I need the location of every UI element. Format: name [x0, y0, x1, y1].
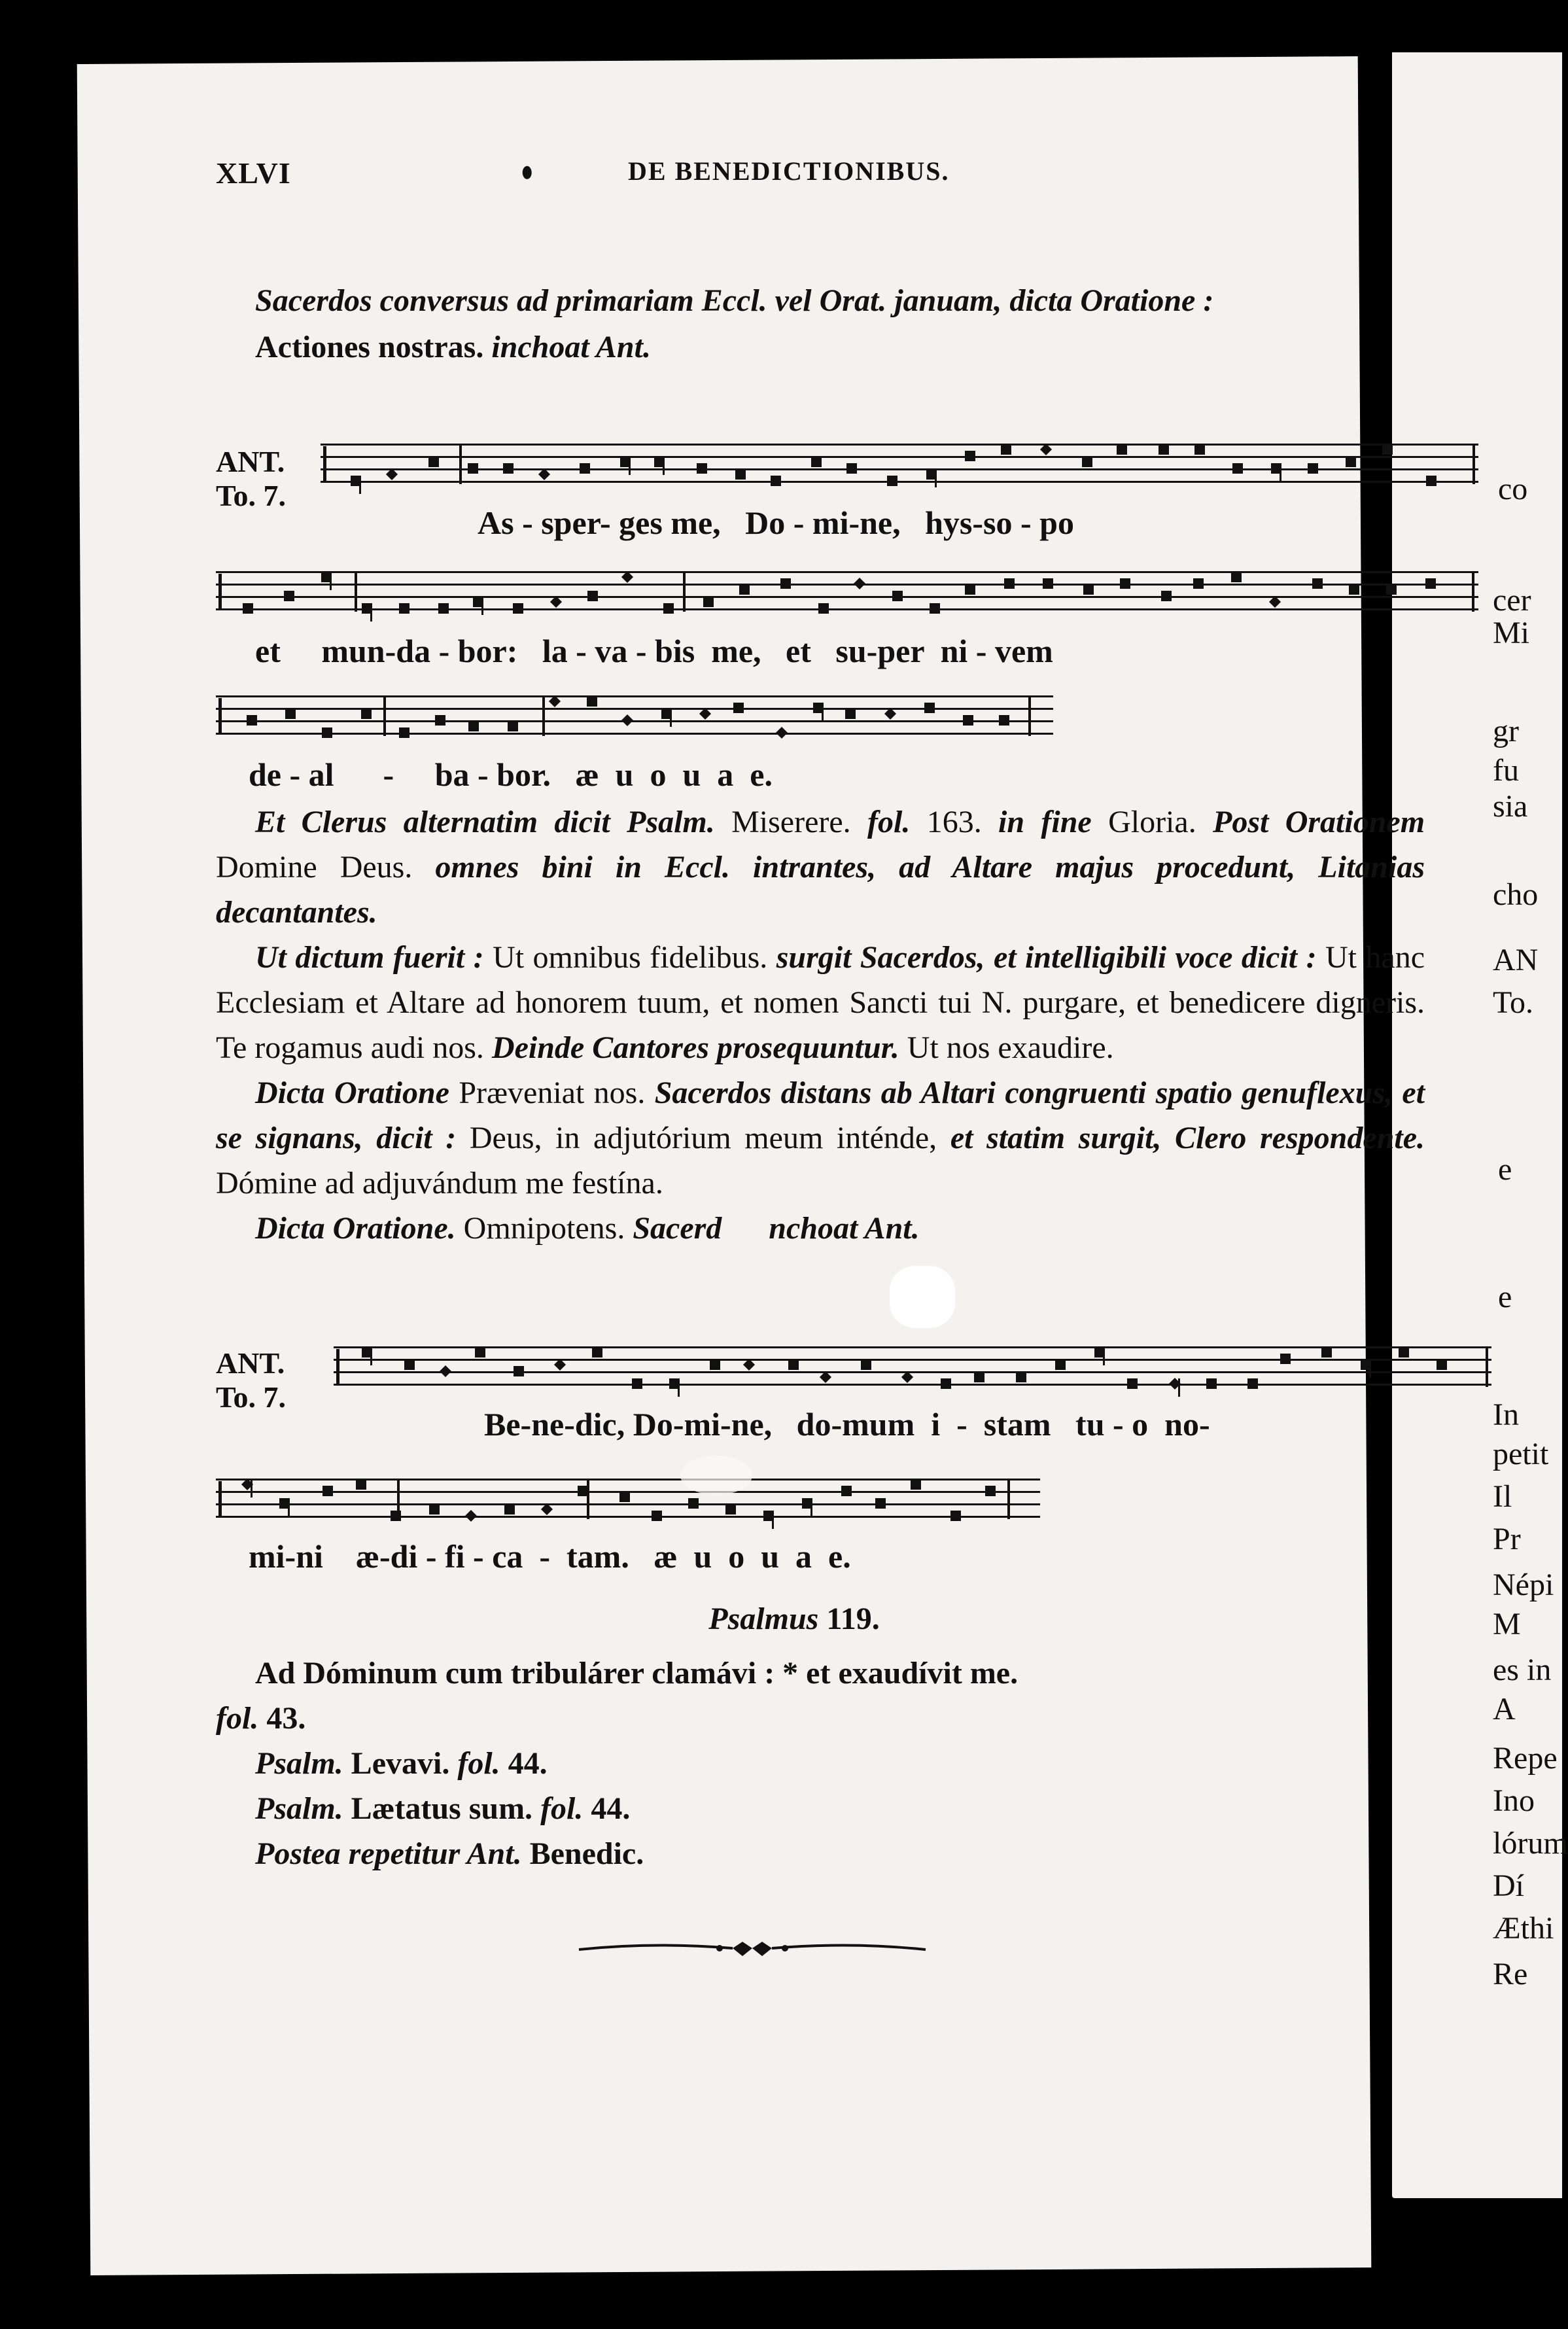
bar-line: [1472, 571, 1474, 612]
lyrics-4: Be-ne-dic, Do-mi-ne, do-mum i - stam tu - o no-: [484, 1406, 1210, 1443]
staff-line: [334, 1346, 1491, 1348]
neume-note: [1194, 444, 1205, 455]
staff-line: [321, 468, 1478, 470]
neume-stem: [288, 1498, 290, 1516]
neume-note: [391, 1511, 401, 1521]
neume-note: [1231, 572, 1242, 582]
neume-note: [974, 1372, 984, 1382]
lyrics-5: mi-ni æ-di - fi - ca - tam. æ u o u a e.: [249, 1538, 851, 1575]
neume-stem: [330, 572, 332, 590]
facing-page-fragment: e: [1498, 1280, 1512, 1314]
neume-note: [592, 1347, 602, 1357]
facing-page-fragment: es in: [1493, 1653, 1552, 1687]
bar-line: [1007, 1479, 1010, 1519]
psalm-line-2: Psalm. Levavi. fol. 44.: [255, 1746, 548, 1781]
neume-note: [399, 603, 409, 614]
neume-note: [841, 1486, 852, 1496]
staff-line: [216, 695, 1053, 697]
facing-page-fragment: Népi: [1493, 1567, 1554, 1602]
staff-line: [321, 456, 1478, 458]
neume-note: [503, 463, 514, 474]
facing-page-fragment: e: [1498, 1152, 1512, 1187]
neume-note: [854, 578, 865, 589]
neume-note: [1349, 584, 1359, 595]
facing-page-fragment: Re: [1493, 1957, 1528, 1991]
facing-page-fragment: lórum: [1493, 1826, 1568, 1861]
psalm-block: [216, 1596, 1425, 1876]
neume-note: [1386, 584, 1397, 595]
neume-note: [818, 603, 829, 614]
lyrics-3: de - al - ba - bor. æ u o u a e.: [249, 756, 773, 793]
running-title: DE BENEDICTIONIBUS.: [628, 156, 950, 186]
neume-note: [1127, 1378, 1138, 1389]
clef-icon: [323, 446, 334, 482]
staff-3: [216, 695, 1053, 735]
facing-page-fragment: co: [1498, 472, 1528, 506]
chant-2: [216, 1341, 1425, 1590]
neume-note: [587, 696, 597, 707]
neume-note: [1206, 1378, 1217, 1389]
staff-5: [216, 1479, 1040, 1518]
neume-note: [404, 1359, 415, 1370]
neume-note: [1117, 444, 1127, 455]
facing-page-fragment: A: [1493, 1692, 1516, 1726]
staff-line: [334, 1384, 1491, 1386]
neume-note: [845, 709, 856, 719]
chant-1: [216, 437, 1425, 803]
neume-note: [911, 1479, 921, 1490]
neume-note: [875, 1498, 886, 1509]
facing-page-fragment: Il: [1493, 1479, 1512, 1514]
neume-note: [892, 591, 903, 601]
neume-note: [985, 1486, 996, 1496]
neume-note: [514, 1366, 524, 1376]
facing-page-fragment: Repe: [1493, 1741, 1558, 1776]
staff-1: [321, 444, 1478, 483]
paragraph-2: Ut dictum fuerit : Ut omnibus fidelibus. surgit Sacerdos, et intelligibili voce dicit : Ut hanc Ecclesiam et Altare ad honorem tuum, et nomen Sancti tui N. purgare, et benedicere digneris. Te rogamus audi nos. Deinde Cantores prosequuntur. Ut nos exaudire.: [216, 940, 1425, 1065]
facing-page-fragment: fu: [1493, 753, 1519, 788]
neume-note: [1016, 1372, 1026, 1382]
neume-note: [1055, 1359, 1066, 1370]
staff-line: [321, 444, 1478, 446]
neume-note: [356, 1479, 366, 1490]
neume-note: [1308, 463, 1318, 474]
body-text: [216, 799, 1425, 1251]
neume-note: [428, 457, 439, 467]
neume-note: [513, 603, 523, 614]
facing-page-fragment: Dí: [1493, 1868, 1524, 1903]
neume-note: [578, 1486, 588, 1496]
neume-stem: [1178, 1378, 1180, 1397]
neume-stem: [678, 1378, 680, 1397]
neume-stem: [370, 603, 372, 622]
neume-note: [965, 451, 975, 461]
neume-stem: [251, 1479, 253, 1497]
staff-line: [216, 720, 1053, 722]
bar-line: [587, 1479, 589, 1519]
staff-line: [216, 1516, 1040, 1518]
neume-note: [438, 603, 449, 614]
facing-page-fragment: gr: [1493, 714, 1519, 748]
neume-note: [504, 1504, 515, 1515]
neume-note: [1232, 463, 1243, 474]
staff-line: [216, 571, 1478, 573]
neume-note: [1004, 578, 1015, 589]
neume-note: [399, 727, 409, 738]
neume-note: [247, 715, 257, 726]
neume-note: [710, 1359, 720, 1370]
neume-note: [663, 603, 674, 614]
neume-note: [861, 1359, 871, 1370]
neume-note: [965, 584, 975, 595]
bar-line: [542, 695, 545, 736]
neume-note: [924, 703, 935, 713]
facing-page-fragment: Ino: [1493, 1783, 1535, 1818]
paragraph-1: Et Clerus alternatim dicit Psalm. Miserere. fol. 163. in fine Gloria. Post Orationem Domine Deus. omnes bini in Eccl. intrantes, ad Altare majus procedunt, Litanias decantantes.: [216, 805, 1425, 930]
psalm-line-3: Psalm. Lætatus sum. fol. 44.: [255, 1791, 631, 1826]
neume-stem: [663, 457, 665, 475]
neume-note: [285, 709, 296, 719]
clef-icon: [218, 1481, 230, 1516]
paper-damage: [890, 1266, 955, 1328]
lyrics-2: et mun-da - bor: la - va - bis me, et su-per ni - vem: [255, 633, 1053, 669]
neume-note: [780, 578, 791, 589]
neume-stem: [670, 709, 672, 727]
bar-line: [1472, 444, 1475, 484]
neume-note: [587, 591, 598, 601]
neume-note: [1247, 1378, 1258, 1389]
neume-note: [887, 476, 897, 486]
psalm-verse: Ad Dóminum cum tribulárer clamávi : * et exaudívit me.: [255, 1656, 1019, 1690]
neume-note: [697, 463, 707, 474]
neume-note: [284, 591, 294, 601]
neume-note: [435, 715, 445, 726]
neume-stem: [481, 597, 483, 615]
neume-note: [725, 1504, 736, 1515]
neume-note: [322, 727, 332, 738]
staff-2: [216, 571, 1478, 610]
clef-icon: [336, 1349, 347, 1384]
chant-1-label: ANT. To. 7.: [216, 445, 286, 512]
neume-note: [1043, 578, 1053, 589]
clef-icon: [218, 574, 230, 609]
intro-block: [216, 278, 1425, 370]
neume-note: [771, 476, 781, 486]
neume-note: [930, 603, 940, 614]
neume-stem: [822, 703, 824, 721]
neume-note: [950, 1511, 961, 1521]
neume-note: [739, 584, 750, 595]
neume-note: [475, 1347, 485, 1357]
neume-note: [1346, 457, 1356, 467]
facing-page-fragment: To.: [1493, 985, 1533, 1020]
bar-line: [683, 571, 686, 612]
neume-note: [735, 469, 746, 480]
neume-note: [468, 721, 479, 731]
facing-page-fragment: M: [1493, 1607, 1521, 1641]
neume-note: [703, 597, 714, 607]
neume-note: [429, 1504, 440, 1515]
intro-rubric: Sacerdos conversus ad primariam Eccl. vel Orat. januam, dicta Oratione :: [255, 283, 1214, 318]
neume-note: [688, 1498, 699, 1509]
page-header: [216, 156, 1425, 195]
lyrics-1: As - sper- ges me, Do - mi-ne, hys-so - po: [478, 504, 1074, 541]
tailpiece-ornament: [576, 1936, 929, 1963]
neume-note: [1399, 1347, 1409, 1357]
neume-stem: [1369, 1359, 1371, 1378]
neume-note: [1193, 578, 1204, 589]
facing-page-fragment: In: [1493, 1397, 1519, 1432]
neume-stem: [629, 457, 631, 475]
neume-note: [963, 715, 973, 726]
neume-stem: [1280, 463, 1281, 482]
neume-stem: [1103, 1347, 1105, 1365]
facing-page-fragment: cer: [1493, 583, 1531, 618]
psalm-verse-ref: fol. 43.: [216, 1701, 306, 1736]
bar-line: [1028, 695, 1031, 736]
staff-line: [216, 733, 1053, 735]
neume-note: [361, 709, 372, 719]
neume-note: [440, 1365, 451, 1377]
neume-note: [776, 727, 788, 739]
psalm-heading: Psalmus 119.: [708, 1602, 880, 1636]
facing-page-fragment: AN: [1493, 943, 1539, 977]
facing-page-fragment: cho: [1493, 877, 1539, 912]
neume-note: [468, 463, 478, 474]
neume-note: [652, 1511, 662, 1521]
neume-stem: [772, 1511, 774, 1529]
bar-line: [1486, 1346, 1488, 1387]
neume-note: [580, 463, 590, 474]
clef-icon: [218, 698, 230, 733]
neume-note: [1120, 578, 1130, 589]
neume-note: [465, 1510, 477, 1522]
paper-smudge: [680, 1456, 752, 1495]
neume-note: [999, 715, 1009, 726]
facing-page-fragment: petit: [1493, 1437, 1549, 1471]
neume-stem: [935, 469, 937, 487]
neume-note: [1161, 591, 1172, 601]
neume-note: [1312, 578, 1323, 589]
chant-2-label: ANT. To. 7.: [216, 1346, 286, 1414]
paragraph-4: Dicta Oratione. Omnipotens. Sacerd nchoat Ant.: [255, 1211, 920, 1246]
neume-note: [1082, 457, 1092, 467]
facing-page-fragment: sia: [1493, 789, 1528, 824]
neume-note: [508, 721, 518, 731]
staff-line: [334, 1371, 1491, 1373]
neume-note: [1382, 444, 1393, 455]
neume-note: [941, 1378, 951, 1389]
staff-line: [216, 584, 1478, 586]
neume-note: [619, 1492, 630, 1502]
staff-line: [321, 481, 1478, 483]
neume-stem: [370, 1347, 372, 1365]
neume-note: [632, 1378, 642, 1389]
facing-page-fragment: Pr: [1493, 1522, 1521, 1556]
bar-line: [459, 444, 462, 484]
facing-page-fragment: Æthi: [1493, 1911, 1554, 1946]
neume-stem: [359, 476, 361, 494]
page-number: XLVI: [216, 156, 291, 190]
neume-note: [1280, 1354, 1291, 1364]
bar-line: [355, 571, 357, 612]
staff-4: [334, 1346, 1491, 1386]
neume-note: [1159, 444, 1169, 455]
neume-note: [733, 703, 744, 713]
neume-note: [1321, 1347, 1332, 1357]
neume-note: [1425, 578, 1436, 589]
neume-stem: [810, 1498, 812, 1516]
neume-note: [1083, 584, 1094, 595]
paragraph-3: Dicta Oratione Præveniat nos. Sacerdos distans ab Altari congruenti spatio genuflexus, et se signans, dicit : Deus, in adjutórium meum inténde, et statim surgit, Clero respondente. Dómine ad adjuvándum me festína.: [216, 1076, 1425, 1200]
neume-note: [621, 714, 633, 726]
neume-note: [788, 1359, 799, 1370]
staff-line: [216, 596, 1478, 598]
neume-note: [243, 603, 253, 614]
bar-line: [383, 695, 386, 736]
neume-note: [811, 457, 822, 467]
facing-page-fragment: Mi: [1493, 616, 1530, 650]
staff-line: [216, 1503, 1040, 1505]
neume-note: [1001, 444, 1011, 455]
psalm-line-4: Postea repetitur Ant. Benedic.: [255, 1836, 644, 1871]
neume-note: [1437, 1359, 1447, 1370]
staff-line: [334, 1359, 1491, 1361]
neume-note: [846, 463, 857, 474]
neume-note: [1426, 476, 1437, 486]
intro-incipit: Actiones nostras. inchoat Ant.: [255, 330, 651, 364]
neume-note: [322, 1486, 333, 1496]
